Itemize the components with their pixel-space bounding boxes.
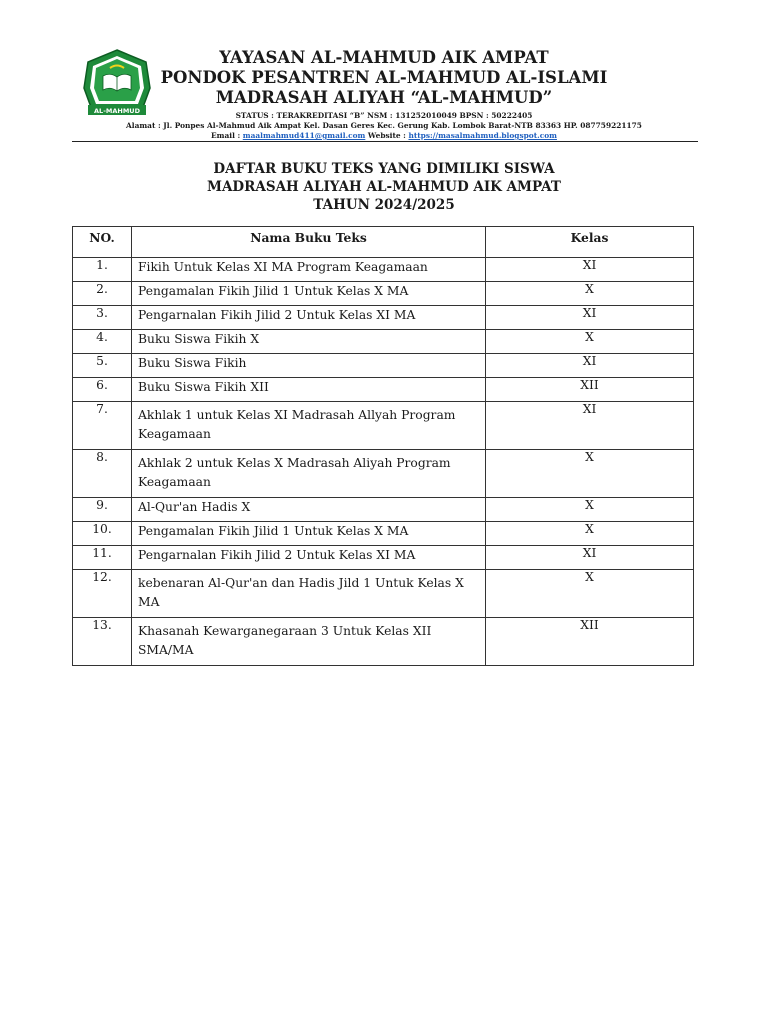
row-no: 5.: [73, 354, 132, 378]
pesantren-name: PONDOK PESANTREN AL-MAHMUD AL-ISLAMI: [160, 68, 608, 87]
table-row: [73, 378, 694, 402]
letterhead-text: [100, 48, 668, 141]
accreditation-status: STATUS : TERAKREDITASI “B” NSM : 131252010049 BPSN : 50222405: [235, 111, 533, 120]
row-no: 12.: [73, 570, 132, 618]
letterhead: [0, 44, 768, 140]
email-link[interactable]: maalmahmud411@gmail.com: [242, 131, 366, 140]
row-no: 4.: [73, 330, 132, 354]
row-book-name: Buku Siswa Fikih XII: [132, 378, 486, 402]
row-book-name: Pengarnalan Fikih Jilid 2 Untuk Kelas XI MA: [132, 546, 486, 570]
header-no: NO.: [73, 227, 132, 258]
row-kelas: XI: [486, 354, 694, 378]
row-book-name: Akhlak 2 untuk Kelas X Madrasah Aliyah Program Keagamaan: [132, 450, 486, 498]
row-no: 1.: [73, 258, 132, 282]
row-no: 3.: [73, 306, 132, 330]
row-book-name: Akhlak 1 untuk Kelas XI Madrasah Allyah Program Keagamaan: [132, 402, 486, 450]
row-kelas: X: [486, 522, 694, 546]
textbook-table: [72, 226, 694, 666]
row-no: 10.: [73, 522, 132, 546]
row-book-name: Pengamalan Fikih Jilid 1 Untuk Kelas X MA: [132, 282, 486, 306]
row-kelas: XI: [486, 402, 694, 450]
row-kelas: X: [486, 570, 694, 618]
row-book-name: Buku Siswa Fikih: [132, 354, 486, 378]
row-book-name: Khasanah Kewarganegaraan 3 Untuk Kelas XII SMA/MA: [132, 618, 486, 666]
row-book-name: Pengamalan Fikih Jilid 1 Untuk Kelas X MA: [132, 522, 486, 546]
contact-line: [100, 131, 668, 141]
header-kelas: Kelas: [486, 227, 694, 258]
table-row: [73, 258, 694, 282]
table-row: [73, 330, 694, 354]
row-kelas: XII: [486, 618, 694, 666]
row-kelas: XII: [486, 378, 694, 402]
website-link[interactable]: https://masalmahmud.blogspot.com: [408, 131, 557, 140]
table-header-row: [73, 227, 694, 258]
row-no: 6.: [73, 378, 132, 402]
row-kelas: X: [486, 498, 694, 522]
row-book-name: kebenaran Al-Qur'an dan Hadis Jild 1 Untuk Kelas X MA: [132, 570, 486, 618]
row-kelas: X: [486, 330, 694, 354]
table-row: [73, 522, 694, 546]
row-book-name: Al-Qur'an Hadis X: [132, 498, 486, 522]
table-row: [73, 282, 694, 306]
row-kelas: X: [486, 282, 694, 306]
row-no: 8.: [73, 450, 132, 498]
row-no: 11.: [73, 546, 132, 570]
address: Alamat : Jl. Ponpes Al-Mahmud Aik Ampat Kel. Dasan Geres Kec. Gerung Kab. Lombok Barat-NTB 83363 HP. 087759221175: [126, 121, 642, 130]
title-line-3: TAHUN 2024/2025: [313, 197, 455, 213]
title-line-1: DAFTAR BUKU TEKS YANG DIMILIKI SISWA: [213, 161, 555, 177]
madrasah-name: MADRASAH ALIYAH “AL-MAHMUD”: [215, 88, 553, 107]
row-no: 7.: [73, 402, 132, 450]
row-no: 2.: [73, 282, 132, 306]
title-line-2: MADRASAH ALIYAH AL-MAHMUD AIK AMPAT: [207, 179, 561, 195]
table-row: [73, 546, 694, 570]
row-no: 9.: [73, 498, 132, 522]
row-book-name: Buku Siswa Fikih X: [132, 330, 486, 354]
header-name: Nama Buku Teks: [132, 227, 486, 258]
row-book-name: Pengarnalan Fikih Jilid 2 Untuk Kelas XI MA: [132, 306, 486, 330]
table-row: [73, 354, 694, 378]
table-row: [73, 306, 694, 330]
foundation-name: YAYASAN AL-MAHMUD AIK AMPAT: [219, 48, 549, 67]
table-row: [73, 618, 694, 666]
logo-text: AL-MAHMUD: [94, 107, 140, 115]
row-no: 13.: [73, 618, 132, 666]
document-title: [0, 160, 768, 214]
letterhead-divider: [72, 141, 698, 142]
table-row: [73, 570, 694, 618]
row-kelas: X: [486, 450, 694, 498]
row-kelas: XI: [486, 258, 694, 282]
table-row: [73, 498, 694, 522]
table-row: [73, 402, 694, 450]
row-kelas: XI: [486, 546, 694, 570]
table-row: [73, 450, 694, 498]
website-label: Website :: [365, 131, 409, 140]
row-book-name: Fikih Untuk Kelas XI MA Program Keagamaan: [132, 258, 486, 282]
row-kelas: XI: [486, 306, 694, 330]
email-label: Email :: [211, 131, 243, 140]
